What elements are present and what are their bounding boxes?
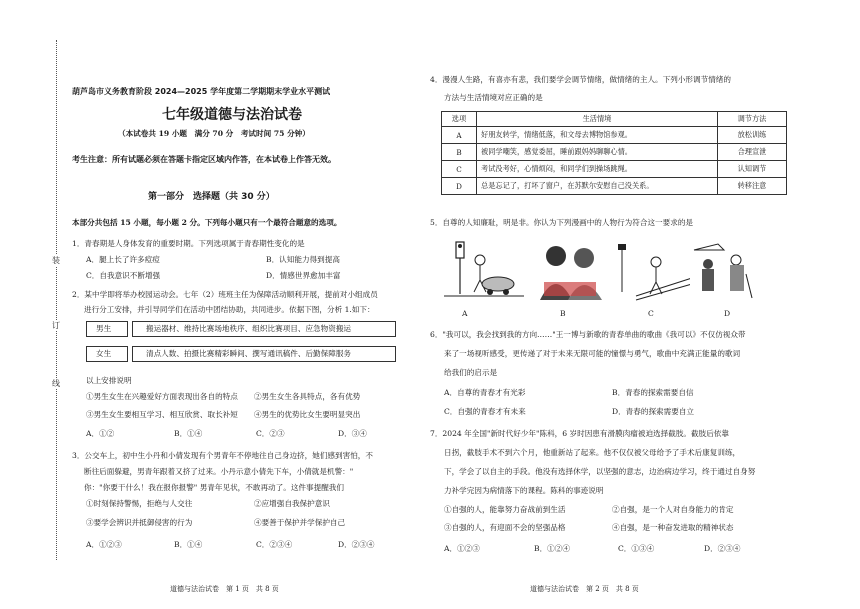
q4-stem-line2: 方法与生活情境对应正确的是 bbox=[444, 93, 543, 102]
q2-option-a: A．①② bbox=[86, 429, 115, 438]
table-header: 生活情境 bbox=[477, 112, 718, 127]
q3-option-a: A．①②③ bbox=[86, 540, 122, 549]
q7-option-a: A．①②③ bbox=[444, 544, 480, 553]
exam-info: （本试卷共 19 小题 满分 70 分 考试时间 75 分钟） bbox=[118, 129, 310, 138]
q1-option-d: D．情感世界愈加丰富 bbox=[266, 271, 341, 280]
q7-option-c: C．①③④ bbox=[618, 544, 655, 553]
cartoon-b-image bbox=[530, 238, 610, 302]
table-cell: B bbox=[442, 144, 477, 161]
q6-option-d: D．青春的探索需要自立 bbox=[612, 407, 695, 416]
q1-stem: 1．青春期是人身体发育的重要时期。下列选项属于青春期性变化的是 bbox=[72, 239, 305, 248]
table-cell: 认知调节 bbox=[718, 161, 787, 178]
header-title: 葫芦岛市义务教育阶段 2024—2025 学年度第二学期期末学业水平测试 bbox=[72, 87, 331, 96]
table-row bbox=[442, 161, 787, 178]
q6-stem-line3: 给我们的启示是 bbox=[444, 368, 498, 377]
q5-label-b: B bbox=[560, 309, 566, 318]
table-cell: A bbox=[442, 127, 477, 144]
q7-option-b: B．①②④ bbox=[534, 544, 570, 553]
table-cell: 总是忘记了，打坏了窗户，在苏默尔安慰自己没关系。 bbox=[477, 178, 718, 195]
cartoon-d-image bbox=[690, 238, 760, 302]
q3-statement-4: ④要善于保护并学保护自己 bbox=[254, 518, 346, 527]
subject-title: 七年级道德与法治试卷 bbox=[162, 107, 302, 123]
q2-statement-4: ④男生的优势比女生要明显突出 bbox=[254, 410, 361, 419]
exam-notice: 考生注意：所有试题必须在答题卡指定区域内作答，在本试卷上作答无效。 bbox=[72, 154, 336, 164]
q4-table bbox=[441, 111, 787, 195]
margin-label-zhuang: 装 bbox=[52, 256, 60, 265]
cartoon-a-image bbox=[444, 238, 524, 302]
q7-option-d: D．②③④ bbox=[704, 544, 741, 553]
q3-stem-line2: 断往后面躲避，男青年跟着又挤了过来。小丹示意小倩先下车，小倩就是机警：" bbox=[84, 467, 354, 476]
q6-option-a: A．自尊的青春才有光彩 bbox=[444, 388, 526, 397]
q4-stem-line1: 4．漫漫人生路，有喜亦有悲，我们要学会调节情绪，做情绪的主人。下列小形调节情绪的 bbox=[430, 75, 731, 84]
table-cell: 合理宣泄 bbox=[718, 144, 787, 161]
margin-label-ding: 订 bbox=[52, 321, 60, 330]
q3-option-c: C．②③④ bbox=[256, 540, 293, 549]
part1-intro: 本部分共包括 15 小题，每小题 2 分。下列每小题只有一个最符合题意的选项。 bbox=[72, 218, 342, 227]
q7-stem-line2: 日拐，截肢手术不到六个月，他重新站了起来。他不仅仅被父母给予了手术后康复训练， bbox=[444, 448, 741, 457]
margin-label-xian: 线 bbox=[52, 379, 60, 388]
table-cell: 被同学嘲笑，感觉委屈，睡前跟妈妈聊聊心情。 bbox=[477, 144, 718, 161]
table-cell: 考试没考好，心情烦闷，和同学们到操场跳绳。 bbox=[477, 161, 718, 178]
q2-lead: 以上安排说明 bbox=[86, 376, 132, 385]
q5-label-c: C bbox=[648, 309, 654, 318]
cartoon-c-image bbox=[616, 238, 696, 302]
table-cell: D bbox=[442, 178, 477, 195]
part1-title: 第一部分 选择题（共 30 分） bbox=[148, 192, 275, 202]
table-cell: C bbox=[442, 161, 477, 178]
q6-option-b: B．青春的探索需要自信 bbox=[612, 388, 694, 397]
q3-option-d: D．②③④ bbox=[338, 540, 375, 549]
q3-stem-line3: 你："你要干什么！我在报你报警" 男青年见状，不敢再动了。这件事提醒我们 bbox=[84, 483, 344, 492]
table-cell: 转移注意 bbox=[718, 178, 787, 195]
q2-option-d: D．③④ bbox=[338, 429, 367, 438]
q7-stem-line4: 力补学完因为病情落下的课程。陈科的事迹说明 bbox=[444, 486, 604, 495]
table-header: 调节方法 bbox=[718, 112, 787, 127]
q2-boy-text: 搬运器材、维持比赛场地秩序、组织比赛项目、应急物资搬运 bbox=[146, 324, 352, 333]
q3-statement-1: ①时刻保持警惕，拒绝与人交往 bbox=[86, 499, 193, 508]
table-row bbox=[442, 178, 787, 195]
q6-option-c: C．自强的青春才有未来 bbox=[444, 407, 526, 416]
q7-stem-line3: 下，学会了以自主的手段。他没有选择休学，以坚强的意志，边治病边学习，终于通过自身努 bbox=[444, 467, 756, 476]
q7-statement-1: ①自强的人，能靠努力奋战前到生活 bbox=[444, 505, 566, 514]
q3-stem-line1: 3．公交车上，初中生小丹和小倩发现有个男青年不停地往自己身边挤，她们感到害怕，不 bbox=[72, 451, 373, 460]
table-cell: 放松训练 bbox=[718, 127, 787, 144]
table-cell: 好朋友转学，情绪低落，和文母去博物馆参观。 bbox=[477, 127, 718, 144]
q3-statement-3: ③要学会辨识并抵御侵害的行为 bbox=[86, 518, 193, 527]
q5-label-d: D bbox=[724, 309, 731, 318]
q5-stem: 5．自尊的人知廉耻，明是非。你认为下列漫画中的人物行为符合这一要求的是 bbox=[430, 218, 694, 227]
table-row bbox=[442, 144, 787, 161]
footer-left: 道德与法治试卷 第 1 页 共 8 页 bbox=[170, 585, 279, 593]
q2-option-c: C．②③ bbox=[256, 429, 285, 438]
table-row bbox=[442, 127, 787, 144]
q2-girl-label: 女生 bbox=[96, 349, 112, 358]
q3-statement-2: ②应增强自我保护意识 bbox=[254, 499, 330, 508]
table-header-row bbox=[442, 112, 787, 127]
binding-line bbox=[56, 40, 57, 560]
q1-option-c: C．自我意识不断增强 bbox=[86, 271, 161, 280]
q2-statement-2: ②男生女生各具特点，各有优势 bbox=[254, 392, 361, 401]
q1-option-b: B．认知能力得到提高 bbox=[266, 255, 340, 264]
q6-stem-line1: 6．"我可以，我会找到我的方向……"王一博与新歌的青春单曲的歌曲《我可以》不仅仿视众带 bbox=[430, 330, 746, 339]
q7-stem-line1: 7．2024 年全国"新时代好少年"陈科，6 岁时因患有滑膜肉瘤被迫选择截肢。截肢后依靠 bbox=[430, 429, 729, 438]
q3-option-b: B．①④ bbox=[174, 540, 203, 549]
table-header: 选项 bbox=[442, 112, 477, 127]
q6-stem-line2: 来了一场视听感受，更传递了对于未来无限可能的憧憬与勇气，歌曲中充满正能量的歌词 bbox=[444, 349, 741, 358]
q1-option-a: A．腿上长了许多痘痘 bbox=[86, 255, 160, 264]
q7-statement-4: ④自强，是一种奋发进取的精神状态 bbox=[612, 523, 734, 532]
q2-stem-line2: 进行分工安排，并引导同学们在活动中团结协助，共同进步。依据下图，分析 1.如下： bbox=[84, 305, 375, 314]
q2-girl-text: 清点人数、拍摄比赛精彩瞬间、撰写通讯稿件、后勤保障服务 bbox=[146, 349, 352, 358]
q2-statement-1: ①男生女生在兴趣爱好方面表现出各自的特点 bbox=[86, 392, 238, 401]
q5-label-a: A bbox=[462, 309, 468, 318]
q2-boy-label: 男生 bbox=[96, 324, 112, 333]
q2-stem-line1: 2．某中学即将举办校园运动会。七年（2）班班主任为保障活动顺利开展，提前对小组成员 bbox=[72, 290, 378, 299]
q7-statement-2: ②自强，是一个人对自身能力的肯定 bbox=[612, 505, 734, 514]
footer-right: 道德与法治试卷 第 2 页 共 8 页 bbox=[530, 585, 639, 593]
q7-statement-3: ③自强的人，有迎面不会的坚强品格 bbox=[444, 523, 566, 532]
q2-option-b: B．①④ bbox=[174, 429, 203, 438]
q2-statement-3: ③男生女生要相互学习、相互欣赏、取长补短 bbox=[86, 410, 238, 419]
